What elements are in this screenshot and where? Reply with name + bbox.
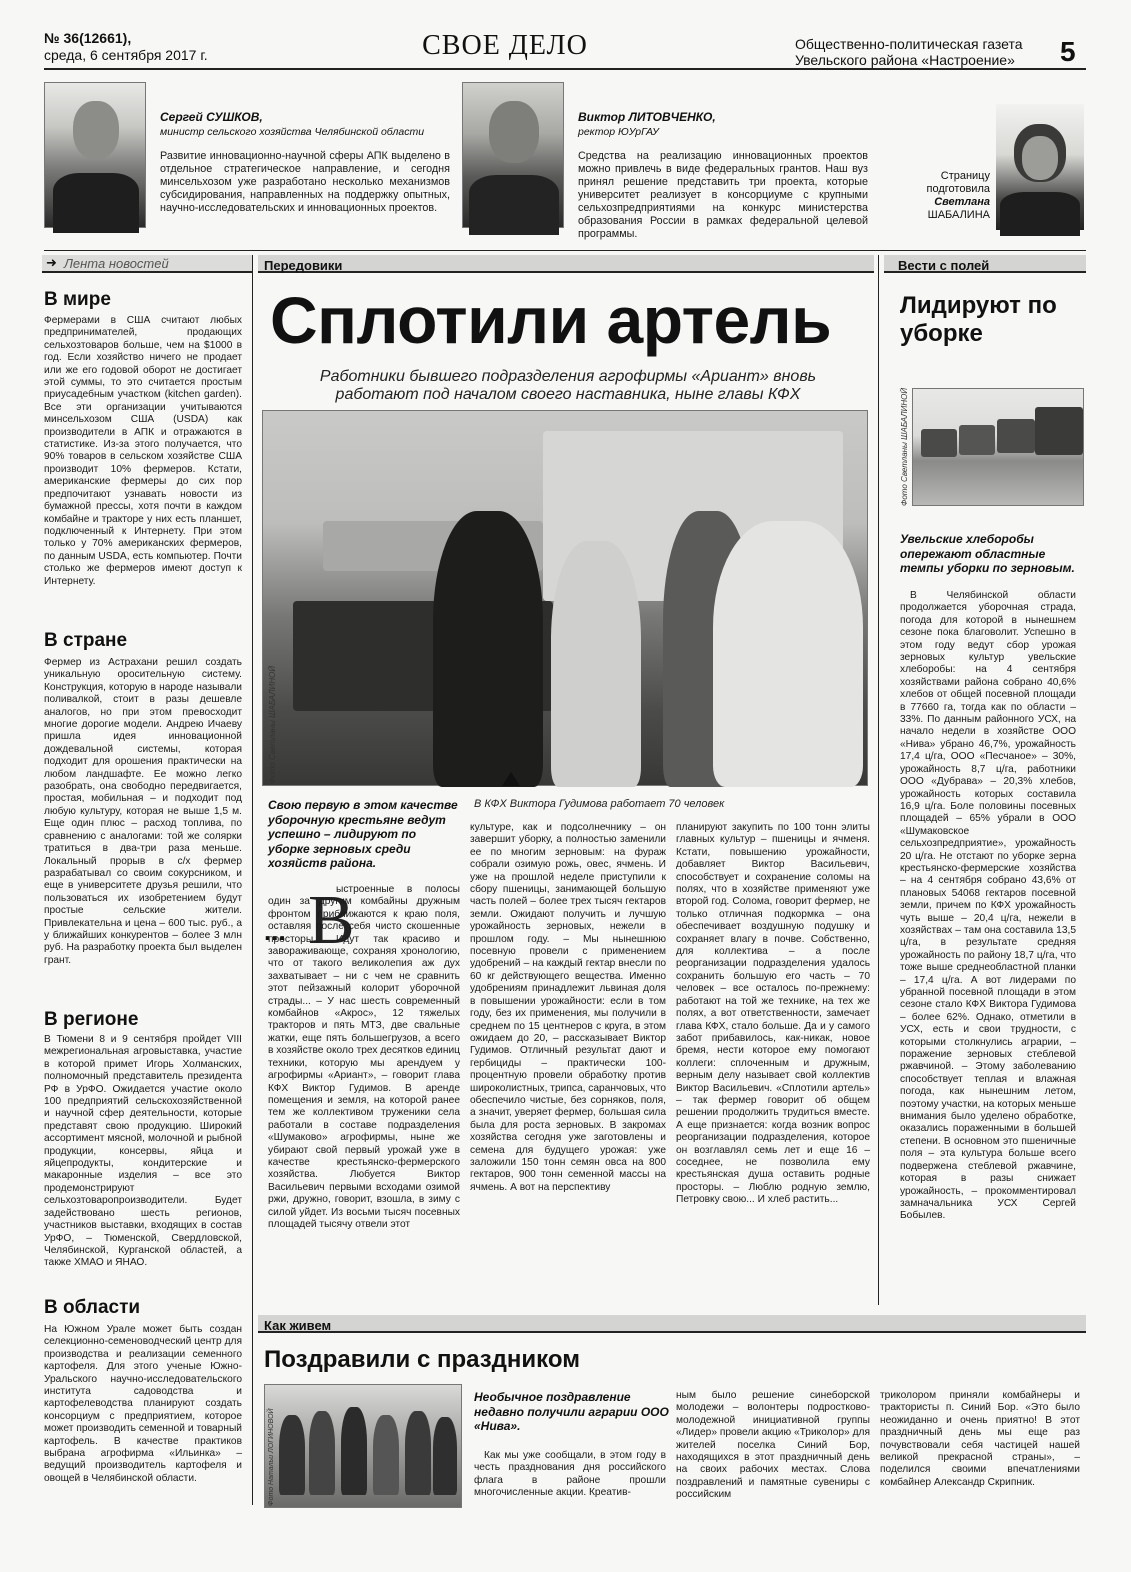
- main-photo-caption: В КФХ Виктора Гудимова работает 70 человек: [474, 798, 725, 810]
- bottom-rubric-label: Как живем: [264, 1318, 332, 1333]
- side-article-photo: [912, 388, 1084, 506]
- main-rubric-bar: [258, 255, 874, 273]
- portrait-shabalina: [996, 104, 1084, 230]
- column-divider-right: [878, 255, 879, 1305]
- main-article-col1: ыстроенные в полосы один за другим комбайны дружным фронтом приближаются к краю поля, оставляя после себя чисто скошенные просторы... Идут так красиво и завораживающе, сохраняя хронологию, что от такого великолепия аж дух захватывает – ни с чем не сравнить этот пейзажный колорит уборочной страды... – У нас шесть современный комбайнов «Акрос», 12 тяжелых тракторов и пять МТЗ, две свальные жатки, еще пять большегрузов, а всего в хозяйстве около трех десятков единиц техники, которую мы арендуем у агрофирмы «Ариант», – говорит глава КФХ Виктор Гудимов. В аренде помещения и земля, на которой ранее тем же коллективом труженики села работали в составе подразделения «Шумаково» агрофирмы, ныне же убирают свой первый урожай уже в качестве крестьянско-фермерского хозяйства. Любуется Виктор Васильевич первыми всходами озимой ржи, дружно, говорит, взошла, в зиму с силой уйдет. Из восьми тысяч посевных площадей тысячу отвели этот: [268, 884, 460, 1230]
- page-number: 5: [1060, 36, 1076, 67]
- main-article-col2: культуре, как и подсолнечнику – он завершит уборку, а полностью заменили ее по многим зерновым: на фураж собрали озимую рожь, овес, ячмень. И уже на прошлой неделе приступили к сбору пшеницы, занимающей большую часть полей – более трех тысяч гектаров земли. Ожидают получить и лучшую урожайность зерновых, нежели в прошлом году. – Мы нынешнюю посевную провели с применением удобрений – на каждый гектар внесли по 60 кг действующего вещества. Именно удобрениям принадлежит львиная доля в повышении урожайности: если в том году, без их применения, мы получили в среднем по 15 центнеров с круга, в этом ожидаем до 20, – рассказывает Виктор Гудимов. Отличный результат дают и гербициды – практически 100-процентную провели обработку против широколистных, трипса, саранчовых, что обеспечило чистые, без сорняков, поля, а значит, уверяет фермер, большая сила была для роста зерновых. В закромах хозяйства сегодня уже заготовлены и семена для будущего урожая: уже заложили 150 тонн семян овса на 800 гектаров, 900 тонн семенной массы на ячмень. А вот на перспективу: [470, 822, 666, 1193]
- bottom-article-title: Поздравили с праздником: [264, 1346, 580, 1373]
- prepared-by-line1: Страницу: [940, 170, 990, 182]
- quote1-position: министр сельского хозяйства Челябинской области: [160, 126, 425, 138]
- prepared-by-surname: ШАБАЛИНА: [927, 209, 990, 221]
- bottom-photo-credit: Фото Натальи ЛОГИНОВОЙ: [268, 1408, 275, 1506]
- news-text-country: Фермер из Астрахани решил создать уникальную оросительную систему. Конструкция, которую в народе называли поливалкой, стоит в разы дешевле аналогов, но при этом превосходит многие дорогие модели. Андрею Ичаеву пришла идея инновационной дождевальной системы, которая подходит для орошения практически на любом ландшафте. Ее можно легко разобрать, она свободно передвигается, простая, мобильная – и подходит под любую культуру, которая не выше 1,5 м. Еще один плюс – расход топлива, по сравнению с аналогами: той же солярки тратиться в два-три раза меньше. Локальный прорыв в с/х фермер разрабатывал со своим сокурсником, и еще в университете друзья решили, что пользоваться их изобретением будут простые сельские жители. Привлекательна и цена – 600 тыс. руб., а у ближайших конкурентов – более 3 млн руб. На разработку проекта был выделен грант.: [44, 657, 242, 966]
- prepared-by-name: Светлана: [934, 196, 990, 208]
- side-photo-credit: Фото Светланы ШАБАЛИНОЙ: [900, 387, 909, 506]
- header-rule: [44, 68, 1086, 70]
- news-text-oblast: На Южном Урале может быть создан селекционно-семеноводческий центр для производства и реализации семенного картофеля. Для этого ученые Южно-Уральского научно-исследовательского института садоводства и картофелеводства планируют создать консорциум с предприятием, которое может производить семенной и товарный картофель. В качестве практиков выбрана агрофирма «Ильинка» – ведущий производитель картофеля и овощей в Челябинской области.: [44, 1324, 242, 1484]
- main-article-lead: Свою первую в этом качестве уборочную крестьяне ведут успешно – лидируют по уборке зерновых среди хозяйств района.: [268, 798, 458, 870]
- quote2-position: ректор ЮУрГАУ: [578, 126, 659, 138]
- issue-number: № 36(12661),: [44, 30, 132, 46]
- main-article-subtitle: Работники бывшего подразделения агрофирмы «Ариант» вновь работают под началом своего наставника, ныне главы КФХ: [319, 368, 817, 403]
- main-article-col3: планируют закупить по 100 тонн элиты главных культур – пшеницы и ячменя. Кстати, повышению урожайности, добавляет Виктор Васильевич, способствует и сохранение соломы на полях, что в хозяйстве применяют уже второй год. Солома, говорит фермер, не только отличная подкормка – она обеспечивает воздушную подушку и сохраняет влагу в почве. Собственно, для коллектива – а после реорганизации подразделения удалось сохранить большую его часть – 70 человек – все осталось по-прежнему: работают на той же технике, на тех же полях, а вот ответственности, замечает глава КФХ, стало больше. Да и у самого забот прибавилось, как-никак, новое бремя, нести которое ему помогают коллеги: сплоченным и дружным, верным делу называет свой коллектив Виктор Васильевич. «Сплотили артель» – так фермер говорит об общем решении продолжить трудиться вместе. А еще признается: когда возник вопрос реорганизации подразделения, которое он возглавлял семь лет и еще 16 – соседнее, не позволила ему крестьянская душа оставить родные просторы. – Люблю родную землю, Петровку свою... И хлеб растить...: [676, 822, 870, 1206]
- bottom-article-photo: [264, 1384, 462, 1508]
- news-text-region: В Тюмени 8 и 9 сентября пройдет VIII межрегиональная агровыставка, участие в которой примет Игорь Холманских, полномочный представитель президента РФ в УрФО. Ожидается участие около 100 предприятий сельскохозяйственной и научной сфер деятельности, которые представят свою продукцию. Широкий ассортимент мясной, молочной и рыбной продукции, консервы, яйца и яйцепродукты, кондитерские и макаронные изделия – все это продемонстрируют сельхозтоваропроизводители. Будет задействовано шесть регионов, участников выставки, входящих в состав УрФО, – Тюменской, Свердловской, Челябинской, Курганской областей, а также ХМАО и ЯНАО.: [44, 1034, 242, 1269]
- quotes-rule: [44, 250, 1086, 251]
- news-text-world: Фермерами в США считают любых предпринимателей, продающих сельхозтоваров больше, чем на $1000 в год. Если хозяйство ничего не продает или же его годовой оборот не достигает этой суммы, то это считается простым приусадебным участком (kitchen garden). Все эти организации учитываются минсельхозом США (USDA) как производители в АПК и отражаются в статистике. Из-за этого получается, что 90% товаров в сельском хозяйстве США производит 10% фермеров. Кстати, американские фермеры до сих пор предпочитают узнавать новости из бумажной прессы, хотя почти в каждом комбайне и тракторе у них есть планшет, подключенный к Интернету. При этом только у 70% американских фермеров, по данным USDA, есть компьютер. Почти столько же фермеров имеют доступ к Интернету.: [44, 315, 242, 587]
- portrait-litovchenko: [462, 82, 564, 228]
- portrait-sushkov: [44, 82, 146, 228]
- bottom-article-lead: Необычное поздравление недавно получили аграрии ООО «Нива».: [474, 1390, 669, 1433]
- prepared-by-line2: подготовила: [926, 183, 990, 195]
- main-article-title: Сплотили артель: [270, 283, 832, 357]
- side-article-title: Лидируют по уборке: [900, 292, 1057, 347]
- newspaper-name-line2: Увельского района «Настроение»: [795, 52, 1015, 68]
- news-heading-oblast: В области: [44, 1297, 141, 1318]
- side-article-text: В Челябинской области продолжается уборочная страда, погода для которой в нынешнем сезоне пока благоволит. Успешно в этом году ведут сбор урожая зерновых культур увельские хлеборобы: на 4 сентября хозяйствами района собрано 40,6% хлебов от общей посевной площади в 77660 га, тогда как по области – 33%. По данным районного УСХ, на начало недели в хозяйстве ООО «Нива» убрано 46,7%, урожайность 17,4 ц/га, ООО «Песчаное» – 30%, урожайность 8,7 ц/га, работники ООО «Дубрава» – 20,3% хлебов, урожайность которых составила 16,9 ц/га. Боле половины посевных площадей – 65% убрали в ООО «Шумаковское сельхозпредприятие», урожайность 20 ц/га. Не отстают по уборке зерна крестьянско-фермерские хозяйства – на 4 сентября собрано 43,6% от плановых 54068 гектаров посевной земли, причем по КФХ урожайность чуть выше – 20,4 ц/га, нежели в хозяйствах – там она составила 13,5 ц/га, в результате средняя урожайность по району 18,7 ц/га, что тоже выше среднеобластной планки – 17,4 ц/га. А вот лидерами по убранной посевной площади в этом сезоне стало КФХ Виктора Гудимова – более 62%. Однако, отметили в УСХ, есть и свои трудности, с которыми столкнулись аграрии, – поражение зерновых стеблевой ржавчиной. – Этому заболеванию способствует теплая и влажная погода, как нынешним летом, поэтому участки, на которых меньше внимания было уделено обработке, оказались пораженными в большей степени. В основном это пшеничные поля – эта культура больше всего подвержена стеблевой ржавчине, которая в разы снижает урожайность, – прокомментировал замначальника УСХ Сергей Бобылев.: [900, 590, 1076, 1222]
- drop-cap-letter: В: [308, 882, 355, 959]
- side-rubric-label: Вести с полей: [898, 258, 990, 273]
- news-feed-label: Лента новостей: [64, 256, 169, 271]
- quote2-name: Виктор ЛИТОВЧЕНКО,: [578, 110, 716, 124]
- issue-date: среда, 6 сентября 2017 г.: [44, 47, 208, 63]
- quote1-text: Развитие инновационно-научной сферы АПК выделено в отдельное стратегическое направление, и сегодня минсельхозом уже разработано несколько механизмов субсидирования, направленных на поддержку опытных, научно-исследовательских и инновационных проектов.: [160, 150, 450, 214]
- side-rubric-bar: [884, 255, 1086, 273]
- bottom-article-col3: триколором приняли комбайнеры и трактористы п. Синий Бор. «Это было неожиданно и очень приятно! В этот праздничный день мы еще раз почувствовали себя частицей нашей великой прекрасной страны», – поделился своими впечатлениями комбайнер Александр Скрипник.: [880, 1390, 1080, 1488]
- news-heading-country: В стране: [44, 630, 128, 651]
- news-heading-region: В регионе: [44, 1009, 139, 1030]
- bottom-rubric-bar: [258, 1315, 1086, 1333]
- quote1-name: Сергей СУШКОВ,: [160, 110, 263, 124]
- bottom-article-col1: Как мы уже сообщали, в этом году в честь празднования дня российского флага в районе прошли многочисленные акции. Креатив-: [474, 1450, 666, 1499]
- newspaper-name-line1: Общественно-политическая газета: [795, 36, 1023, 52]
- drop-cap-prefix: ...: [264, 916, 286, 946]
- page-rubric: СВОЕ ДЕЛО: [422, 30, 588, 61]
- main-article-photo: [262, 410, 868, 786]
- quote2-text: Средства на реализацию инновационных проектов можно привлечь в виде федеральных грантов. Наш вуз принял решение представить три проекта, которые университет реализует в консорциуме с крупными сельхозпредприятиями на конкурс министерства образования России в рамках федеральной целевой программы.: [578, 150, 868, 240]
- news-feed-bar: [42, 255, 252, 273]
- main-photo-credit: Фото Светланы ШАБАЛИНОЙ: [268, 665, 277, 784]
- triangle-marker-icon: [502, 772, 520, 786]
- column-divider-left: [252, 255, 253, 1505]
- main-rubric-label: Передовики: [264, 258, 343, 273]
- news-heading-world: В мире: [44, 289, 111, 310]
- arrow-right-icon: ➜: [46, 256, 57, 271]
- side-article-lead: Увельские хлеборобы опережают областные темпы уборки по зерновым.: [900, 532, 1075, 575]
- bottom-article-col2: ным было решение синеборской молодежи – волонтеры подростково-молодежной инициативной группы «Лидер» провели акцию «Триколор» для жителей поселка Синий Бор, находящихся в этот праздничный день на своих рабочих местах. Слова поздравлений и памятные сувениры с российским: [676, 1390, 870, 1501]
